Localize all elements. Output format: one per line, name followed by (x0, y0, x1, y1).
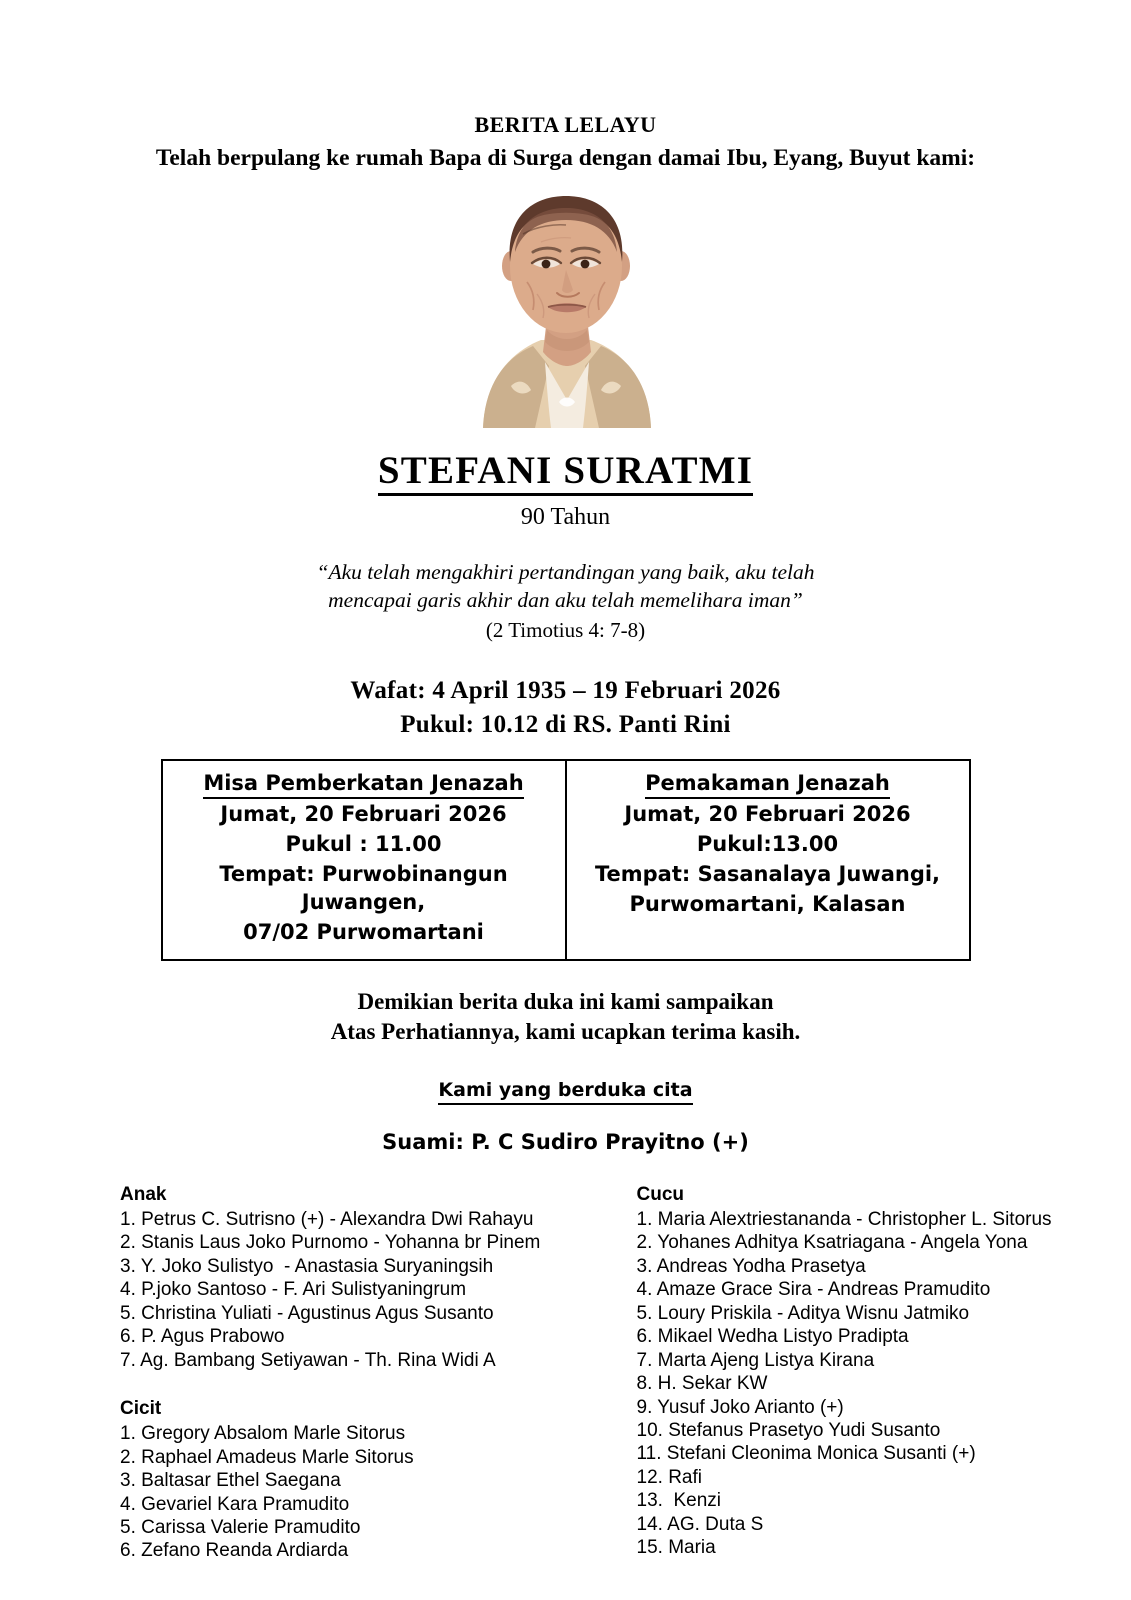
family-list-cicit (120, 1422, 581, 1563)
quote-line-2: mencapai garis akhir dan aku telah memelihara iman” (328, 588, 803, 613)
service-date: Jumat, 20 Februari 2026 (220, 802, 507, 827)
header-subtitle: Telah berpulang ke rumah Bapa di Surga dengan damai Ibu, Eyang, Buyut kami: (155, 145, 976, 172)
list-item: 6. Mikael Wedha Listyo Pradipta (636, 1326, 909, 1348)
list-item: 2. Raphael Amadeus Marle Sitorus (120, 1446, 414, 1468)
deceased-photo (463, 190, 669, 428)
mourners-heading (0, 1078, 1131, 1105)
list-item: 7. Ag. Bambang Setiyawan - Th. Rina Widi A (120, 1349, 496, 1371)
list-item: 12. Rafi (636, 1466, 702, 1488)
service-date: Jumat, 20 Februari 2026 (624, 802, 911, 827)
list-item: 3. Andreas Yodha Prasetya (636, 1255, 866, 1277)
family-group-anak (120, 1182, 581, 1372)
death-date: Wafat: 4 April 1935 – 19 Februari 2026 (350, 677, 781, 705)
list-item: 5. Carissa Valerie Pramudito (120, 1517, 361, 1539)
service-place-line-2: 07/02 Purwomartani (243, 919, 484, 944)
family-heading-anak: Anak (120, 1183, 167, 1205)
list-item: 3. Y. Joko Sulistyo - Anastasia Suryaningsih (120, 1255, 494, 1277)
list-item: 9. Yusuf Joko Arianto (+) (636, 1396, 844, 1418)
service-time: Pukul : 11.00 (285, 832, 442, 857)
death-details (0, 674, 1131, 741)
list-item: 5. Christina Yuliati - Agustinus Agus Susanto (120, 1302, 494, 1324)
family-column-right (581, 1182, 1052, 1560)
list-item: 2. Yohanes Adhitya Ksatriagana - Angela Yona (636, 1232, 1028, 1254)
list-item: 10. Stefanus Prasetyo Yudi Susanto (636, 1420, 941, 1442)
closing-message (0, 987, 1131, 1048)
family-group-cicit (120, 1396, 581, 1563)
service-time: Pukul:13.00 (696, 832, 839, 857)
deceased-age: 90 Tahun (520, 503, 611, 530)
scripture-quote (0, 558, 1131, 645)
service-title: Pemakaman Jenazah (645, 769, 890, 799)
quote-reference: (2 Timotius 4: 7-8) (485, 617, 646, 642)
list-item: 5. Loury Priskila - Aditya Wisnu Jatmiko (636, 1302, 970, 1324)
service-place-line-1: Tempat: Sasanalaya Juwangi, (594, 861, 941, 886)
quote-line-1: “Aku telah mengakhiri pertandingan yang baik, aku telah (316, 559, 815, 584)
list-item: 11. Stefani Cleonima Monica Susanti (+) (636, 1443, 976, 1465)
service-schedule-table (161, 759, 971, 961)
list-item: 1. Petrus C. Sutrisno (+) - Alexandra Dwi Rahayu (120, 1208, 534, 1230)
service-cell-burial (566, 760, 970, 960)
list-item: 2. Stanis Laus Joko Purnomo - Yohanna br Pinem (120, 1232, 541, 1254)
list-item: 13. Kenzi (636, 1490, 721, 1512)
list-item: 1. Gregory Absalom Marle Sitorus (120, 1423, 406, 1445)
closing-line-2: Atas Perhatiannya, kami ucapkan terima kasih. (330, 1019, 801, 1045)
document-header (0, 0, 1131, 174)
portrait-illustration (463, 190, 669, 428)
list-item: 14. AG. Duta S (636, 1513, 764, 1535)
table-row (162, 760, 970, 960)
list-item: 6. Zefano Reanda Ardiarda (120, 1540, 349, 1562)
family-list-anak (120, 1208, 581, 1372)
list-item: 7. Marta Ajeng Listya Kirana (636, 1349, 875, 1371)
service-title: Misa Pemberkatan Jenazah (203, 769, 523, 799)
page-title: BERITA LELAYU (474, 112, 657, 137)
name-block (0, 450, 1131, 532)
list-item: 4. Gevariel Kara Pramudito (120, 1493, 350, 1515)
list-item: 4. Amaze Grace Sira - Andreas Pramudito (636, 1279, 991, 1301)
list-item: 6. P. Agus Prabowo (120, 1326, 285, 1348)
list-item: 15. Maria (636, 1537, 716, 1559)
death-time-place: Pukul: 10.12 di RS. Panti Rini (400, 710, 731, 738)
closing-line-1: Demikian berita duka ini kami sampaikan (357, 988, 774, 1014)
service-place-line-1: Tempat: Purwobinangun Juwangen, (219, 861, 508, 914)
family-heading-cicit: Cicit (120, 1398, 162, 1420)
family-column-left (120, 1182, 581, 1563)
portrait-container (0, 190, 1131, 428)
deceased-name: STEFANI SURATMI (378, 450, 753, 496)
spouse-line: Suami: P. C Sudiro Prayitno (+) (382, 1129, 749, 1154)
family-group-cucu (636, 1182, 1052, 1560)
service-cell-mass (162, 760, 566, 960)
family-heading-cucu: Cucu (636, 1183, 684, 1205)
service-place-line-2: Purwomartani, Kalasan (629, 891, 906, 916)
mourners-heading-label: Kami yang berduka cita (438, 1078, 692, 1105)
list-item: 3. Baltasar Ethel Saegana (120, 1470, 341, 1492)
list-item: 8. H. Sekar KW (636, 1373, 768, 1395)
list-item: 1. Maria Alextriestananda - Christopher L. Sitorus (636, 1208, 1052, 1230)
list-item: 4. P.joko Santoso - F. Ari Sulistyaningrum (120, 1279, 467, 1301)
family-list-cucu (636, 1208, 1052, 1560)
family-lists (0, 1182, 1131, 1563)
